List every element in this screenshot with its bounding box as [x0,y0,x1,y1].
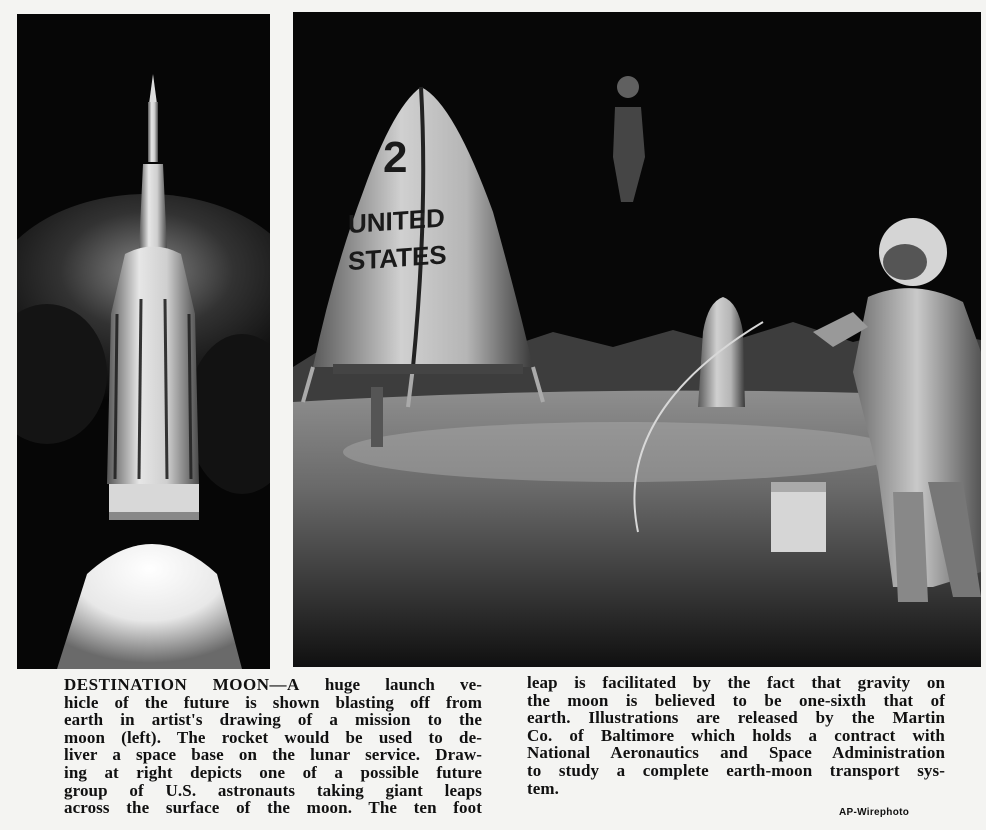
caption-line: to study a complete earth-moon transport sys- [527,760,945,780]
svg-text:UNITED: UNITED [348,202,445,240]
rocket-launch-photo [17,14,270,669]
caption-line: across the surface of the moon. The ten foot [64,798,482,818]
caption-line: National Aeronautics and Space Administration [527,743,945,763]
svg-text:2: 2 [383,133,408,182]
caption-right-column [527,674,945,797]
moon-surface-illustration [293,12,981,667]
caption-line: DESTINATION MOON—A huge launch ve- [64,675,482,694]
caption-line: earth in artist's drawing of a mission to the [64,710,482,730]
caption-line: hicle of the future is shown blasting off from [64,692,482,712]
rocket-launch-illustration [17,14,270,669]
caption-line: liver a space base on the lunar service. Draw- [64,745,482,765]
caption-headline: DESTINATION MOON—A [64,675,300,694]
moon-surface-photo [293,12,981,667]
caption-line: the moon is believed to be one-sixth that of [527,690,945,710]
caption-line: leap is facilitated by the fact that gravity on [527,673,945,692]
caption-line: earth. Illustrations are released by the Martin [527,708,945,728]
caption-left-column [64,676,482,817]
svg-text:STATES: STATES [348,239,447,277]
caption-line: tem. [527,778,560,798]
caption-line: Co. of Baltimore which holds a contract with [527,725,945,745]
caption-line: group of U.S. astronauts taking giant leaps [64,780,482,800]
caption-line: moon (left). The rocket would be used to de- [64,727,482,747]
caption-line: ing at right depicts one of a possible future [64,762,482,782]
photo-credit: AP-Wirephoto [839,807,910,818]
